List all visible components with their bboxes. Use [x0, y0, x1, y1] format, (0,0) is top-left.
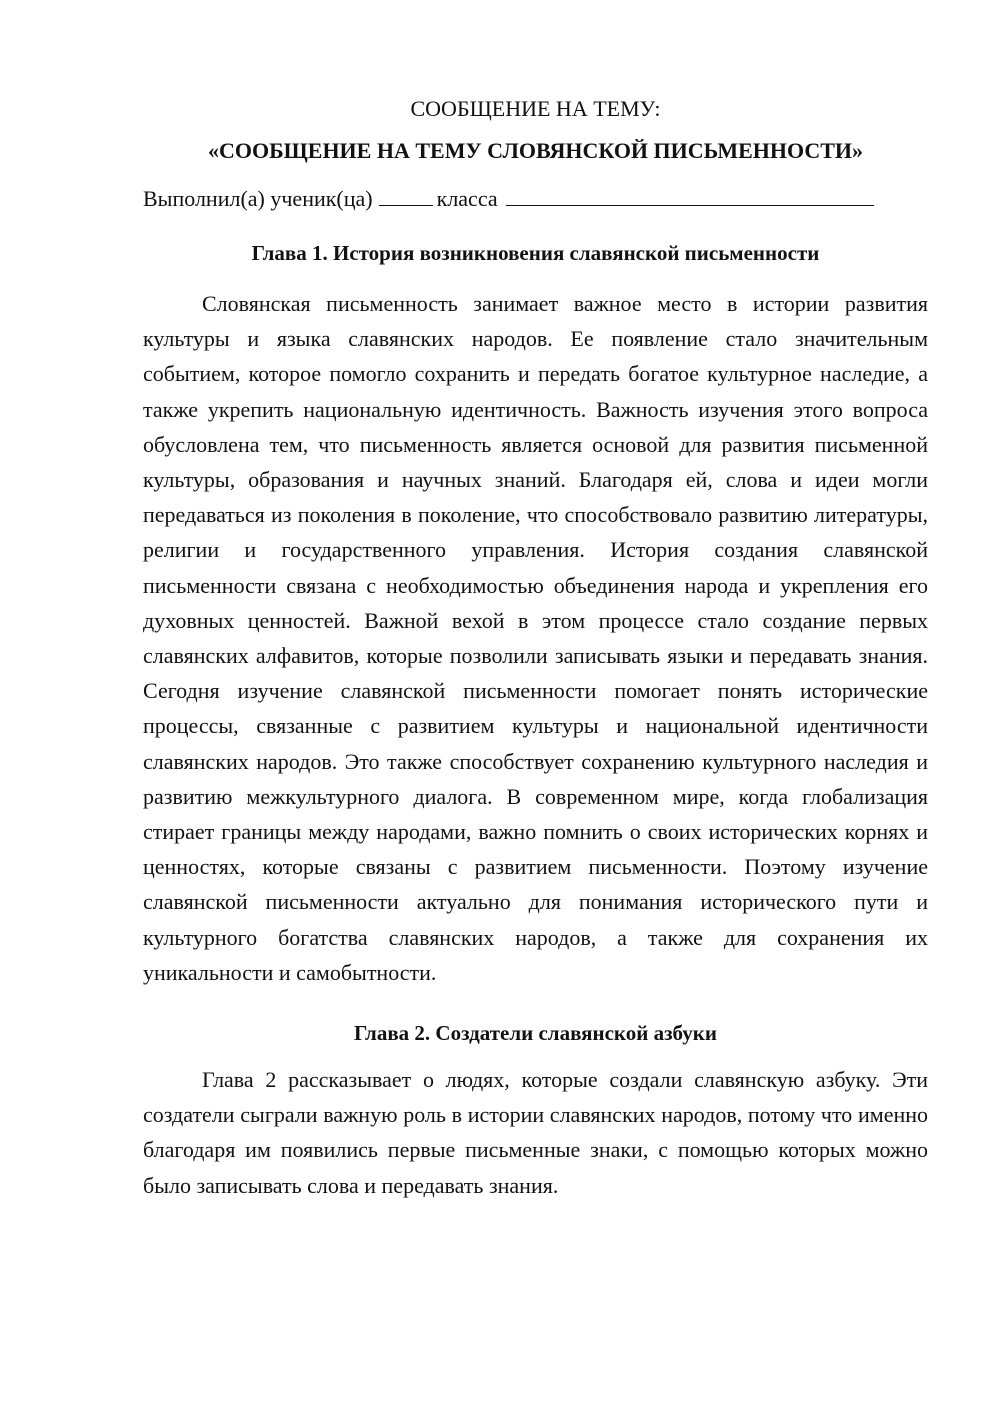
performed-by-label: Выполнил(а) ученик(ца) — [143, 186, 373, 211]
student-name-blank — [506, 185, 874, 206]
chapter-2-paragraph: Глава 2 рассказывает о людях, которые создали славянскую азбуку. Эти создатели сыграли важную роль в истории славянских народов, потому что именно благодаря им появились первые письменные знаки, с помощью которых можно было записывать слова и передавать знания. — [143, 1067, 928, 1198]
document-title: «СООБЩЕНИЕ НА ТЕМУ СЛОВЯНСКОЙ ПИСЬМЕННОСТИ» — [207, 138, 864, 163]
class-label: класса — [436, 186, 498, 211]
document-header: СООБЩЕНИЕ НА ТЕМУ: — [410, 96, 661, 121]
chapter-2-heading: Глава 2. Создатели славянской азбуки — [354, 1021, 717, 1046]
student-info-line — [143, 184, 928, 214]
page-content — [143, 94, 928, 1203]
class-number-blank — [379, 185, 433, 206]
chapter-1-paragraph: Словянская письменность занимает важное место в истории развития культуры и языка славянских народов. Ее появление стало значительным событием, которое помогло сохранить и передать богатое культурное наследие, а также укрепить национальную идентичность. Важность изучения этого вопроса обусловлена тем, что письменность является основой для развития письменной культуры, образования и научных знаний. Благодаря ей, слова и идеи могли передаваться из поколения в поколение, что способствовало развитию литературы, религии и государственного управления. История создания славянской письменности связана с необходимостью объединения народа и укрепления его духовных ценностей. Важной вехой в этом процессе стало создание первых славянских алфавитов, которые позволили записывать языки и передавать знания. Сегодня изучение славянской письменности помогает понять исторические процессы, связанные с развитием культуры и национальной идентичности славянских народов. Это также способствует сохранению культурного наследия и развитию межкультурного диалога. В современном мире, когда глобализация стирает границы между народами, важно помнить о своих исторических корнях и ценностях, которые связаны с развитием письменности. Поэтому изучение славянской письменности актуально для понимания исторического пути и культурного богатства славянских народов, а также для сохранения их уникальности и самобытности. — [143, 291, 928, 985]
chapter-1-heading: Глава 1. История возникновения славянской письменности — [251, 241, 820, 265]
